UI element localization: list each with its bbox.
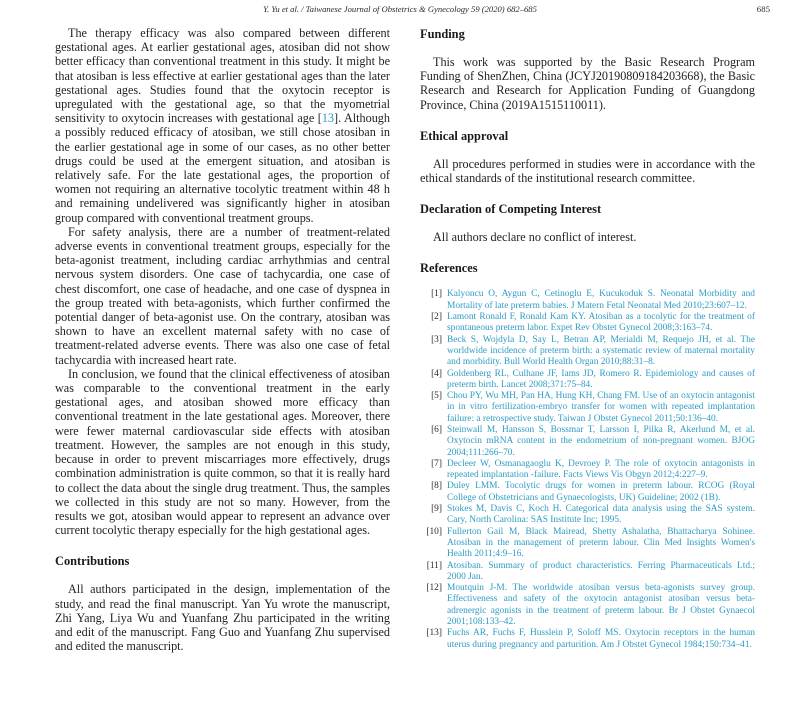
reference-item — [423, 459, 755, 482]
reference-number: [7] — [431, 458, 442, 469]
reference-item — [423, 312, 755, 335]
section-heading-ethical-approval: Ethical approval — [420, 128, 509, 143]
reference-number: [5] — [431, 391, 442, 402]
right-column — [420, 26, 755, 653]
reference-item — [423, 504, 755, 527]
reference-item — [423, 481, 755, 504]
paragraph-ethical-approval: All procedures performed in studies were in accordance with the ethical standards of the institutional research committee. — [420, 156, 755, 186]
reference-link[interactable]: Decleer W, Osmanagaoglu K, Devroey P. The role of oxytocin antagonists in repeated implantation -failure. Facts Views Vis Obgyn 2012;4:227–9. — [447, 458, 755, 481]
reference-link[interactable]: Steinwall M, Hansson S, Bossmar T, Larsson I, Pilka R, Akerlund M, et al. Oxytocin mRNA content in the endometrium of non-pregnant women. BJOG 2004;111:266–70. — [447, 424, 755, 458]
paragraph-text-before-citation: The therapy efficacy was also compared between different gestational ages. At earlier gestational ages, atosiban did not show better efficacy than conventional treatment in this study. It might be that atosiban is less effective at earlier gestational ages than the later gestational ages. Studies found that the oxytocin receptor is upregulated with the gestational age, so that the myometrial sensitivity to oxytocin increases with gestational age [ — [55, 26, 390, 126]
reference-number: [1] — [431, 289, 442, 300]
reference-link[interactable]: Chou PY, Wu MH, Pan HA, Hung KH, Chang FM. Use of an oxytocin antagonist in in vitro fertilization-embryo transfer for women with repeated implantation failure: a retrospective study. Taiwan J Obstet Gynecol 2011;50:136–40. — [447, 391, 755, 424]
paragraph-text-after-citation: ]. Although a possibly reduced efficacy of atosiban, we still chose atosiban in the earlier gestational age in some of our cases, as no other better drugs could be used at the emergent situation, and atosiban is relatively safe. For the late gestational ages, the proportion of women not requiring an alternative tocolytic treatment within 48 h and remaining undelivered was significantly higher in atosiban group compared with conventional treatment groups. — [55, 111, 390, 225]
reference-number: [2] — [431, 312, 442, 323]
reference-item — [423, 628, 755, 651]
reference-number: [12] — [426, 583, 442, 594]
running-head — [0, 4, 800, 18]
citation-13-link[interactable]: 13 — [321, 111, 335, 126]
section-heading-contributions: Contributions — [55, 554, 130, 569]
reference-number: [6] — [431, 424, 442, 435]
reference-link[interactable]: Kalyoncu O, Aygun C, Cetinoglu E, Kucukoduk S. Neonatal Morbidity and Mortality of late preterm babies. J Matern Fetal Neonatal Med 2010;23:607–12. — [447, 289, 755, 311]
reference-link[interactable]: Atosiban. Summary of product characteristics. Ferring Pharmaceuticals Ltd.; 2000 Jan. — [447, 560, 755, 582]
reference-link[interactable]: Lamont Ronald F, Ronald Kam KY. Atosiban as a tocolytic for the treatment of spontaneous preterm labor. Expet Rev Obstet Gynecol 2008;3:163–74. — [447, 312, 755, 334]
reference-link[interactable]: Duley LMM. Tocolytic drugs for women in preterm labour. RCOG (Royal College of Obstetricians and Gynaecologists, UK) Guideline; 2002 (1B). — [447, 481, 755, 503]
running-title: Y. Yu et al. / Taiwanese Journal of Obstetrics & Gynecology 59 (2020) 682–685 — [263, 4, 537, 14]
paragraph-safety-analysis: For safety analysis, there are a number of treatment-related adverse events in conventional treatment groups, especially for the beta-agonist treatment, including cardiac arrhythmias and central nervous system disorders. One case of tachycardia, one case of chest discomfort, one case of headache, and one case of dyspnea in the group treated with beta-agonists, which further confirmed the potential danger of beta-agonist use. On the contrary, atosiban was shown to have an excellent maternal safety with no case of treatment-related adverse events. There was also one case of fetal tachycardia with increased heart rate. — [55, 224, 390, 367]
paragraph-contributions: All authors participated in the design, implementation of the study, and read the final manuscript. Yan Yu wrote the manuscript, Zhi Yang, Liya Wu and Yuanfang Zhu participated in the writing and edit of the manuscript. Fang Guo and Yuanfang Zhu supervised and edited the manuscript. — [55, 582, 390, 654]
reference-number: [10] — [426, 526, 442, 537]
reference-number: [3] — [431, 334, 442, 345]
reference-number: [11] — [426, 560, 442, 571]
paragraph-conclusion: In conclusion, we found that the clinical effectiveness of atosiban was comparable to the conventional treatment in the early gestational ages, and atosiban showed more efficacy than conventional treatment in the late gestational ages. Moreover, there were fewer maternal cardiovascular side effects with atosiban treatment. However, the samples are not enough in this study, because in order to prevent miscarriages more effectively, drugs combination administration is quite common, so that it is really hard to collect the data about the single drug treatment. Thus, the samples we collected in this study are not so many. However, from the results we got, atosiban would appear to represent an advance over current tocolytic therapy especially for the high gestational ages. — [55, 366, 390, 538]
paragraph-declaration: All authors declare no conflict of interest. — [433, 230, 637, 245]
reference-item — [423, 391, 755, 425]
reference-link[interactable]: Stokes M, Davis C, Koch H. Categorical data analysis using the SAS system. Cary, North Carolina: SAS Institute Inc; 1995. — [447, 504, 755, 526]
reference-item — [423, 583, 755, 628]
reference-link[interactable]: Moutquin J-M. The worldwide atosiban versus beta-agonists survey group. Effectiveness and safety of the oxytocin antagonist atosiban versus beta-adrenergic agonists in the treatment of preterm labour. Br J Obstet Gynaecol 2001;108:133–42. — [447, 583, 755, 628]
reference-item — [423, 561, 755, 584]
reference-item — [423, 335, 755, 369]
left-column — [55, 26, 390, 653]
reference-list — [420, 289, 755, 651]
section-heading-funding: Funding — [420, 27, 465, 41]
section-heading-declaration: Declaration of Competing Interest — [420, 202, 602, 217]
reference-item — [423, 527, 755, 561]
reference-number: [8] — [431, 481, 442, 492]
reference-number: [9] — [431, 504, 442, 515]
two-column-layout — [55, 26, 756, 653]
page-number: 685 — [756, 4, 770, 14]
reference-link[interactable]: Goldenberg RL, Culhane JF, Iams JD, Romero R. Epidemiology and causes of preterm birth. Lancet 2008;371:75–84. — [447, 368, 755, 390]
section-heading-references: References — [420, 261, 478, 276]
reference-link[interactable]: Fuchs AR, Fuchs F, Husslein P, Soloff MS. Oxytocin receptors in the human uterus during pregnancy and parturition. Am J Obstet Gynecol 1984;150:734–41. — [447, 628, 755, 650]
paragraph-therapy-efficacy — [55, 26, 390, 225]
reference-number: [13] — [426, 628, 442, 639]
reference-link[interactable]: Beck S, Wojdyla D, Say L, Betran AP, Merialdi M, Requejo JH, et al. The worldwide incidence of preterm birth: a systematic review of maternal mortality and morbidity. Bull World Health Organ 2010;88:31–8. — [447, 334, 755, 368]
paragraph-funding: This work was supported by the Basic Research Program Funding of ShenZhen, China (JCYJ20190809184203668), the Basic Research and Research for Application Funding of Guangdong Province, China (2019A1515110011). — [420, 55, 755, 112]
reference-item — [423, 369, 755, 392]
reference-number: [4] — [431, 368, 442, 379]
reference-item — [423, 425, 755, 459]
reference-link[interactable]: Fullerton Gail M, Black Mairead, Shetty Ashalatha, Bhattacharya Sohinee. Atosiban in the management of preterm labour. Clin Med Insights Women's Health 2011;4:9–16. — [447, 526, 755, 560]
reference-item — [423, 289, 755, 312]
